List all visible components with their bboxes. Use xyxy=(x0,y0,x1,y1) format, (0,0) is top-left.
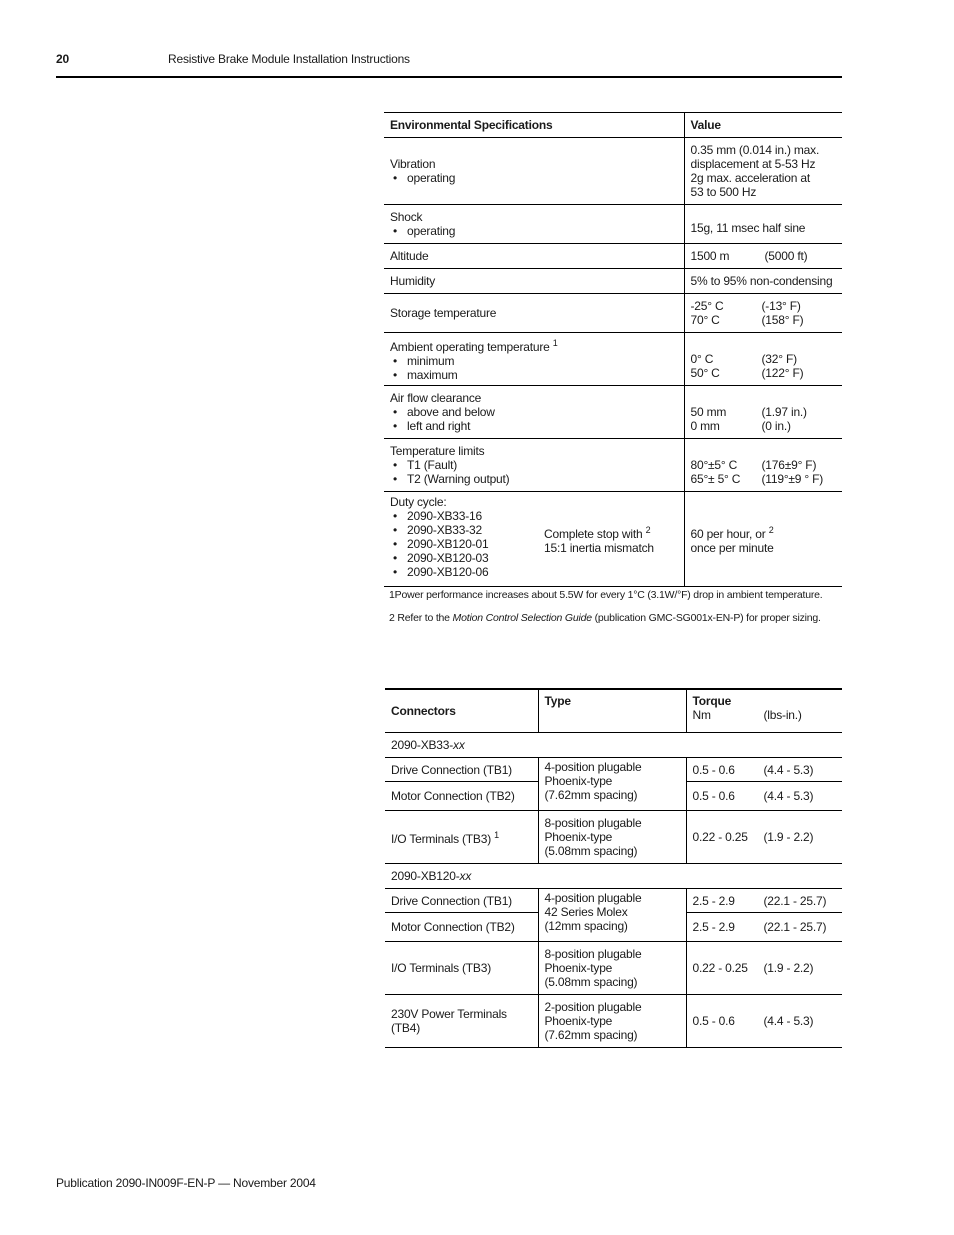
duty-model: • 2090-XB120-06 xyxy=(390,565,544,579)
shock-item: • operating xyxy=(390,224,678,238)
conn-type-line: Phoenix-type xyxy=(544,961,613,975)
footnote-2-text: 2 Refer to the xyxy=(389,612,453,624)
conn-group-title xyxy=(385,733,842,758)
conn-row xyxy=(385,758,842,782)
conn-group-model: 2090-XB120- xyxy=(391,869,460,883)
shock-value: 15g, 11 msec half sine xyxy=(684,205,842,244)
footnote-2-text: (publication GMC-SG001x-EN-P) for proper sizing. xyxy=(591,612,821,624)
conn-name: 230V Power Terminals (TB4) xyxy=(385,995,538,1048)
conn-type-cell xyxy=(538,811,686,864)
conn-torque-lbs: (4.4 - 5.3) xyxy=(763,1014,814,1028)
conn-torque-nm: 2.5 - 2.9 xyxy=(692,920,735,934)
conn-torque-cell xyxy=(686,758,842,782)
conn-header-torque-cell xyxy=(686,689,842,733)
page-header xyxy=(56,52,842,78)
env-row-humidity xyxy=(384,269,842,294)
conn-type-cell xyxy=(538,995,686,1048)
altitude-value-metric: 1500 m xyxy=(690,249,730,263)
footnote-1: 1Power performance increases about 5.5W for every 1°C (3.1W/°F) drop in ambient temperature. xyxy=(389,589,823,601)
templimit-t2-c: 65°± 5° C xyxy=(690,472,741,486)
conn-group-title xyxy=(385,864,842,889)
shock-label-cell xyxy=(384,205,684,244)
connectors-table xyxy=(385,688,842,1048)
altitude-value-cell xyxy=(684,244,842,269)
conn-type-line: 8-position plugable xyxy=(544,947,642,961)
conn-torque-lbs: (4.4 - 5.3) xyxy=(763,762,814,777)
footnote-2 xyxy=(389,612,849,624)
vibration-label-cell xyxy=(384,138,684,205)
environmental-specs-table xyxy=(384,112,842,587)
vibration-value-line: 2g max. acceleration at xyxy=(690,171,810,185)
conn-header-connectors: Connectors xyxy=(385,689,538,733)
conn-type-line: 2-position plugable xyxy=(544,1000,642,1014)
env-row-ambient xyxy=(384,333,842,386)
conn-group-suffix: xx xyxy=(459,869,472,883)
duty-value-line: once per minute xyxy=(690,541,774,555)
conn-type-line: (5.08mm spacing) xyxy=(544,975,638,989)
templimit-t1-f: (176±9° F) xyxy=(761,458,817,472)
footnote-2-guide-title: Motion Control Selection Guide xyxy=(452,612,592,624)
ambient-max-c: 50° C xyxy=(690,366,720,380)
conn-type-line: (12mm spacing) xyxy=(544,919,628,933)
env-row-shock xyxy=(384,205,842,244)
conn-torque-nm: 0.5 - 0.6 xyxy=(692,789,735,803)
airflow-vertical-in: (1.97 in.) xyxy=(761,405,807,419)
ambient-label-cell xyxy=(384,333,684,386)
conn-torque-cell xyxy=(686,889,842,913)
conn-torque-nm: 0.5 - 0.6 xyxy=(692,762,735,777)
conn-row xyxy=(385,942,842,995)
conn-type-line: (7.62mm spacing) xyxy=(544,788,638,802)
conn-type-cell xyxy=(538,942,686,995)
altitude-label: Altitude xyxy=(384,244,684,269)
conn-type-line: Phoenix-type xyxy=(544,1014,613,1028)
conn-header-type: Type xyxy=(538,689,686,733)
conn-torque-lbs: (22.1 - 25.7) xyxy=(763,920,827,934)
duty-value-cell xyxy=(684,492,842,587)
storage-max-c: 70° C xyxy=(690,313,720,327)
conn-type-cell xyxy=(538,889,686,942)
templimits-label: Temperature limits xyxy=(390,444,485,458)
page-footer: Publication 2090-IN009F-EN-P — November 2004 xyxy=(56,1176,316,1190)
conn-torque-lbs: (4.4 - 5.3) xyxy=(763,789,814,803)
vibration-value-line: 0.35 mm (0.014 in.) max. xyxy=(690,143,820,157)
storage-value-cell xyxy=(684,294,842,333)
conn-torque-nm: 0.22 - 0.25 xyxy=(692,830,748,844)
conn-group-row xyxy=(385,864,842,889)
airflow-item: • left and right xyxy=(390,419,678,433)
conn-torque-cell xyxy=(686,811,842,864)
humidity-label: Humidity xyxy=(384,269,684,294)
templimits-label-cell xyxy=(384,439,684,492)
templimits-value-cell xyxy=(684,439,842,492)
conn-type-line: 42 Series Molex xyxy=(544,905,628,919)
conn-footnote-ref: 1 xyxy=(494,830,499,840)
conn-group-row xyxy=(385,733,842,758)
templimit-t1-c: 80°±5° C xyxy=(690,458,738,472)
duty-condition-line: 15:1 inertia mismatch xyxy=(544,541,654,555)
env-row-altitude xyxy=(384,244,842,269)
airflow-label-cell xyxy=(384,386,684,439)
templimits-item: • T1 (Fault) xyxy=(390,458,678,472)
ambient-min-f: (32° F) xyxy=(761,352,797,366)
env-row-duty-cycle xyxy=(384,492,842,587)
duty-model: • 2090-XB120-01 xyxy=(390,537,544,551)
conn-header-lbs: (lbs-in.) xyxy=(763,708,802,722)
storage-min-c: -25° C xyxy=(690,299,724,313)
duty-label-cell xyxy=(384,492,684,587)
duty-model: • 2090-XB33-16 xyxy=(390,509,544,523)
airflow-vertical-mm: 50 mm xyxy=(690,405,727,419)
duty-footnote-ref: 2 xyxy=(645,525,651,535)
vibration-value-line: displacement at 5-53 Hz xyxy=(690,157,816,171)
storage-max-f: (158° F) xyxy=(761,313,804,327)
conn-group-suffix: xx xyxy=(453,738,465,752)
templimits-item: • T2 (Warning output) xyxy=(390,472,678,486)
conn-name-cell xyxy=(385,811,538,864)
conn-row xyxy=(385,889,842,913)
conn-header-torque: Torque xyxy=(692,694,732,708)
airflow-item: • above and below xyxy=(390,405,678,419)
conn-torque-nm: 0.22 - 0.25 xyxy=(692,961,748,975)
vibration-value-line: 53 to 500 Hz xyxy=(690,185,757,199)
conn-name: Motor Connection (TB2) xyxy=(385,913,538,942)
conn-torque-cell xyxy=(686,913,842,942)
conn-header-row xyxy=(385,689,842,733)
vibration-label: Vibration xyxy=(390,157,436,171)
conn-name: I/O Terminals (TB3) xyxy=(385,942,538,995)
vibration-item: • operating xyxy=(390,171,678,185)
conn-name: Motor Connection (TB2) xyxy=(385,782,538,811)
duty-value-footnote-ref: 2 xyxy=(768,525,774,535)
airflow-label: Air flow clearance xyxy=(390,391,482,405)
vibration-value-cell xyxy=(684,138,842,205)
duty-model: • 2090-XB33-32 xyxy=(390,523,544,537)
conn-type-line: 4-position plugable xyxy=(544,760,642,774)
conn-torque-cell xyxy=(686,995,842,1048)
shock-label: Shock xyxy=(390,210,423,224)
ambient-value-cell xyxy=(684,333,842,386)
conn-torque-nm: 2.5 - 2.9 xyxy=(692,893,735,908)
conn-torque-cell xyxy=(686,782,842,811)
conn-group-model: 2090-XB33- xyxy=(391,738,454,752)
duty-label: Duty cycle: xyxy=(390,495,447,509)
ambient-item: • maximum xyxy=(390,368,678,382)
storage-min-f: (-13° F) xyxy=(761,299,801,313)
ambient-label-line xyxy=(390,336,678,354)
airflow-side-in: (0 in.) xyxy=(761,419,791,433)
storage-label: Storage temperature xyxy=(384,294,684,333)
templimit-t2-f: (119°±9 ° F) xyxy=(761,472,824,486)
conn-row xyxy=(385,811,842,864)
humidity-value: 5% to 95% non-condensing xyxy=(684,269,842,294)
env-header-value: Value xyxy=(684,113,842,138)
conn-name: I/O Terminals (TB3) xyxy=(391,832,491,846)
conn-torque-cell xyxy=(686,942,842,995)
conn-type-line: (5.08mm spacing) xyxy=(544,844,638,858)
altitude-value-imperial: (5000 ft) xyxy=(764,249,808,263)
duty-condition xyxy=(544,495,654,579)
env-header-row xyxy=(384,113,842,138)
duty-condition-line: Complete stop with xyxy=(544,527,643,541)
ambient-max-f: (122° F) xyxy=(761,366,804,380)
airflow-side-mm: 0 mm xyxy=(690,419,720,433)
conn-torque-lbs: (22.1 - 25.7) xyxy=(763,893,827,908)
airflow-value-cell xyxy=(684,386,842,439)
ambient-item: • minimum xyxy=(390,354,678,368)
page-number: 20 xyxy=(56,52,69,66)
env-row-airflow xyxy=(384,386,842,439)
conn-type-line: 8-position plugable xyxy=(544,816,642,830)
conn-torque-lbs: (1.9 - 2.2) xyxy=(763,961,814,975)
conn-name: Drive Connection (TB1) xyxy=(385,758,538,782)
conn-row xyxy=(385,995,842,1048)
env-row-vibration xyxy=(384,138,842,205)
ambient-footnote-ref: 1 xyxy=(552,338,558,348)
env-row-temperature-limits xyxy=(384,439,842,492)
duty-value-line: 60 per hour, or xyxy=(690,527,766,541)
env-row-storage xyxy=(384,294,842,333)
conn-torque-nm: 0.5 - 0.6 xyxy=(692,1014,735,1028)
conn-header-nm: Nm xyxy=(692,708,711,722)
header-title: Resistive Brake Module Installation Instructions xyxy=(168,52,410,66)
env-header-spec: Environmental Specifications xyxy=(384,113,684,138)
table-footnotes xyxy=(389,589,849,635)
conn-type-line: 4-position plugable xyxy=(544,891,642,905)
conn-type-cell xyxy=(538,758,686,811)
conn-torque-lbs: (1.9 - 2.2) xyxy=(763,830,814,844)
ambient-min-c: 0° C xyxy=(690,352,714,366)
conn-name: Drive Connection (TB1) xyxy=(385,889,538,913)
conn-type-line: Phoenix-type xyxy=(544,830,613,844)
ambient-label: Ambient operating temperature xyxy=(390,340,550,354)
conn-type-line: Phoenix-type xyxy=(544,774,613,788)
duty-model: • 2090-XB120-03 xyxy=(390,551,544,565)
conn-type-line: (7.62mm spacing) xyxy=(544,1028,638,1042)
